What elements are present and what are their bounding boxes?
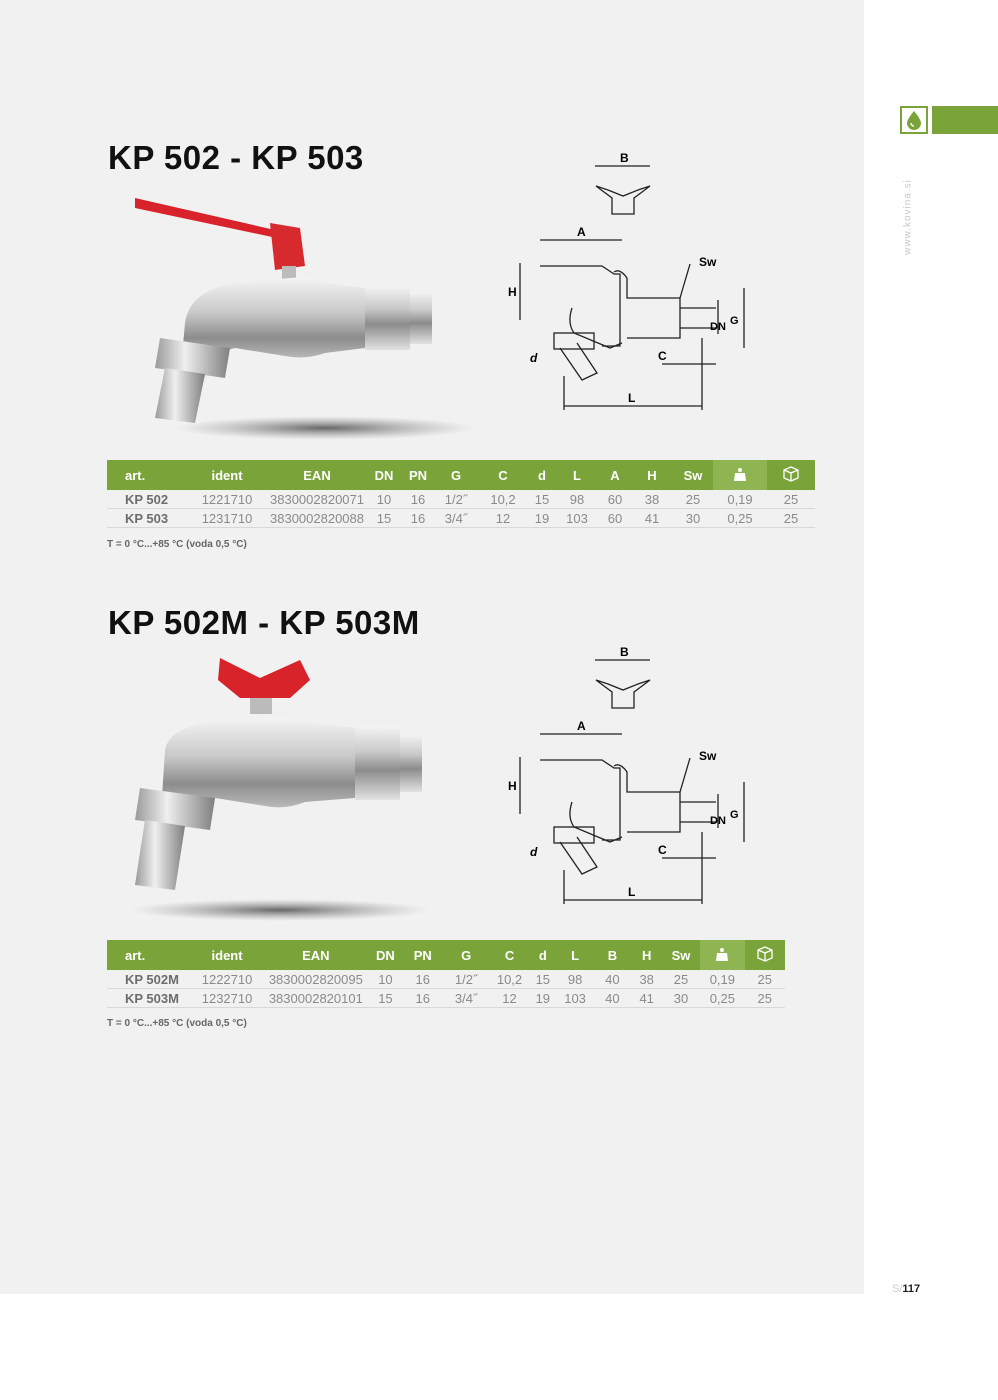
cell-weight: 0,25 [713, 509, 767, 528]
col-header: DN [367, 940, 403, 970]
box-icon [745, 940, 785, 970]
cell-d: 15 [529, 970, 557, 989]
cell-ident: 1232710 [190, 989, 265, 1008]
dim-label-dn: DN [710, 815, 726, 827]
temperature-note: T = 0 °C...+85 °C (voda 0,5 °C) [107, 1018, 247, 1029]
dim-label-b: B [620, 151, 629, 165]
cell-l: 98 [555, 490, 599, 509]
cell-d: 15 [529, 490, 555, 509]
col-header: G [435, 460, 477, 490]
weight-icon [700, 940, 744, 970]
cell-dn: 15 [367, 989, 403, 1008]
table-row [107, 970, 785, 989]
dim-label-g: G [730, 809, 739, 821]
cell-c: 12 [490, 989, 528, 1008]
col-header: d [529, 460, 555, 490]
cell-ean: 3830002820071 [267, 490, 367, 509]
water-drop-icon [900, 106, 928, 134]
dim-label-c: C [658, 843, 667, 857]
cell-pn: 16 [401, 509, 435, 528]
dim-label-l: L [628, 391, 636, 405]
table-row [107, 989, 785, 1008]
dim-label-d: d [530, 845, 538, 859]
cell-ean: 3830002820095 [264, 970, 367, 989]
temperature-note: T = 0 °C...+85 °C (voda 0,5 °C) [107, 539, 247, 550]
cell-weight: 0,19 [700, 970, 744, 989]
col-header: art. [107, 940, 190, 970]
col-header: PN [404, 940, 442, 970]
cell-pack: 25 [767, 490, 815, 509]
product-photo-lever [110, 188, 490, 450]
cell-a: 60 [599, 490, 631, 509]
cell-d: 19 [529, 509, 555, 528]
cell-h: 38 [631, 490, 673, 509]
dim-label-h: H [508, 285, 517, 299]
cell-b: 40 [593, 989, 631, 1008]
cell-ident: 1221710 [187, 490, 267, 509]
cell-art: KP 503M [107, 989, 190, 1008]
col-header: ident [187, 460, 267, 490]
page-number: S/117 [892, 1283, 921, 1295]
cell-d: 19 [529, 989, 557, 1008]
cell-sw: 25 [662, 970, 700, 989]
dim-label-h: H [508, 779, 517, 793]
col-header: Sw [662, 940, 700, 970]
spec-table [107, 940, 785, 1008]
spec-table [107, 460, 815, 528]
cell-pack: 25 [767, 509, 815, 528]
col-header: H [632, 940, 662, 970]
website-url: www.kovina.si [902, 179, 914, 255]
cell-c: 10,2 [490, 970, 528, 989]
col-header: d [529, 940, 557, 970]
cell-art: KP 502 [107, 490, 187, 509]
col-header: PN [401, 460, 435, 490]
cell-pn: 16 [401, 490, 435, 509]
col-header: Sw [673, 460, 713, 490]
cell-g: 1/2˝ [435, 490, 477, 509]
dim-label-l: L [628, 885, 636, 899]
cell-ident: 1222710 [190, 970, 265, 989]
product-photo-butterfly [100, 650, 450, 925]
dim-label-sw: Sw [699, 255, 717, 269]
technical-drawing [502, 642, 762, 908]
cell-sw: 25 [673, 490, 713, 509]
dim-label-dn: DN [710, 321, 726, 333]
col-header: EAN [264, 940, 367, 970]
cell-art: KP 502M [107, 970, 190, 989]
col-header: A [599, 460, 631, 490]
technical-drawing [502, 148, 762, 414]
dim-label-d: d [530, 351, 538, 365]
cell-ean: 3830002820101 [264, 989, 367, 1008]
cell-pn: 16 [404, 970, 442, 989]
cell-g: 3/4˝ [442, 989, 490, 1008]
col-header: C [477, 460, 529, 490]
cell-art: KP 503 [107, 509, 187, 528]
cell-a: 60 [599, 509, 631, 528]
cell-pn: 16 [404, 989, 442, 1008]
col-header: L [555, 460, 599, 490]
cell-sw: 30 [673, 509, 713, 528]
col-header: B [593, 940, 631, 970]
cell-dn: 15 [367, 509, 401, 528]
category-accent-bar [932, 106, 998, 134]
col-header: G [442, 940, 490, 970]
col-header: L [557, 940, 593, 970]
dim-label-g: G [730, 315, 739, 327]
cell-l: 98 [557, 970, 593, 989]
section-title: KP 502 - KP 503 [108, 139, 364, 176]
cell-c: 12 [477, 509, 529, 528]
cell-h: 38 [632, 970, 662, 989]
table-row [107, 490, 815, 509]
cell-g: 1/2˝ [442, 970, 490, 989]
cell-l: 103 [557, 989, 593, 1008]
cell-weight: 0,25 [700, 989, 744, 1008]
cell-pack: 25 [745, 970, 785, 989]
cell-h: 41 [632, 989, 662, 1008]
cell-ident: 1231710 [187, 509, 267, 528]
cell-h: 41 [631, 509, 673, 528]
table-row [107, 509, 815, 528]
dim-label-c: C [658, 349, 667, 363]
weight-icon [713, 460, 767, 490]
cell-l: 103 [555, 509, 599, 528]
cell-dn: 10 [367, 490, 401, 509]
cell-ean: 3830002820088 [267, 509, 367, 528]
dim-label-sw: Sw [699, 749, 717, 763]
section-title: KP 502M - KP 503M [108, 604, 420, 641]
cell-pack: 25 [745, 989, 785, 1008]
dim-label-a: A [577, 225, 586, 239]
box-icon [767, 460, 815, 490]
dim-label-a: A [577, 719, 586, 733]
cell-b: 40 [593, 970, 631, 989]
col-header: C [490, 940, 528, 970]
col-header: art. [107, 460, 187, 490]
cell-g: 3/4˝ [435, 509, 477, 528]
cell-c: 10,2 [477, 490, 529, 509]
col-header: EAN [267, 460, 367, 490]
col-header: ident [190, 940, 265, 970]
cell-weight: 0,19 [713, 490, 767, 509]
cell-sw: 30 [662, 989, 700, 1008]
col-header: H [631, 460, 673, 490]
col-header: DN [367, 460, 401, 490]
dim-label-b: B [620, 645, 629, 659]
cell-dn: 10 [367, 970, 403, 989]
